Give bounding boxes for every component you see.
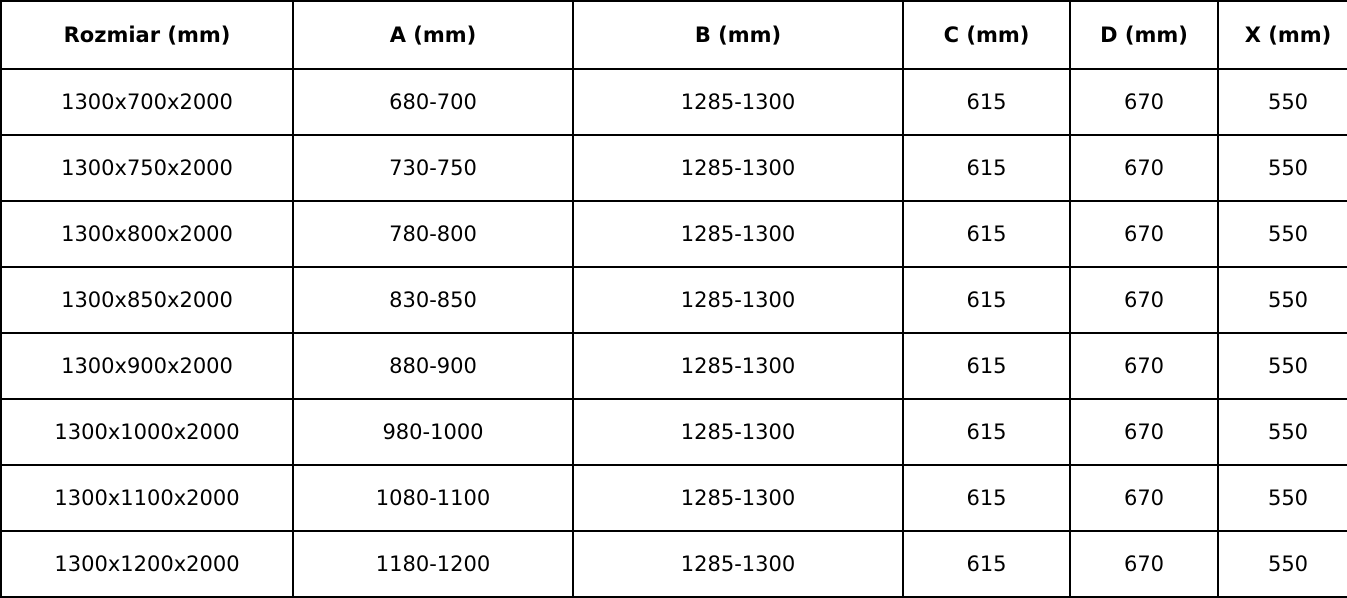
cell-c: 615 <box>903 399 1070 465</box>
cell-b: 1285-1300 <box>573 69 903 135</box>
cell-x: 550 <box>1218 531 1347 597</box>
cell-d: 670 <box>1070 135 1218 201</box>
table-row <box>1 201 1347 267</box>
column-header-c: C (mm) <box>903 1 1070 69</box>
cell-b: 1285-1300 <box>573 465 903 531</box>
cell-a: 980-1000 <box>293 399 573 465</box>
table-row <box>1 399 1347 465</box>
table-row <box>1 267 1347 333</box>
cell-size: 1300x1100x2000 <box>1 465 293 531</box>
cell-c: 615 <box>903 531 1070 597</box>
table-row <box>1 135 1347 201</box>
cell-d: 670 <box>1070 267 1218 333</box>
cell-size: 1300x1000x2000 <box>1 399 293 465</box>
cell-d: 670 <box>1070 465 1218 531</box>
cell-x: 550 <box>1218 201 1347 267</box>
cell-a: 880-900 <box>293 333 573 399</box>
table-header <box>1 1 1347 69</box>
cell-c: 615 <box>903 135 1070 201</box>
column-header-b: B (mm) <box>573 1 903 69</box>
cell-x: 550 <box>1218 399 1347 465</box>
cell-b: 1285-1300 <box>573 531 903 597</box>
table-row <box>1 465 1347 531</box>
cell-b: 1285-1300 <box>573 333 903 399</box>
table-row <box>1 69 1347 135</box>
cell-a: 730-750 <box>293 135 573 201</box>
cell-x: 550 <box>1218 267 1347 333</box>
cell-a: 780-800 <box>293 201 573 267</box>
cell-d: 670 <box>1070 399 1218 465</box>
cell-b: 1285-1300 <box>573 267 903 333</box>
column-header-a: A (mm) <box>293 1 573 69</box>
column-header-d: D (mm) <box>1070 1 1218 69</box>
cell-size: 1300x850x2000 <box>1 267 293 333</box>
cell-c: 615 <box>903 267 1070 333</box>
cell-size: 1300x800x2000 <box>1 201 293 267</box>
cell-size: 1300x750x2000 <box>1 135 293 201</box>
cell-a: 680-700 <box>293 69 573 135</box>
cell-d: 670 <box>1070 333 1218 399</box>
cell-c: 615 <box>903 333 1070 399</box>
cell-b: 1285-1300 <box>573 399 903 465</box>
cell-d: 670 <box>1070 531 1218 597</box>
table-row <box>1 333 1347 399</box>
cell-c: 615 <box>903 201 1070 267</box>
cell-x: 550 <box>1218 69 1347 135</box>
cell-b: 1285-1300 <box>573 135 903 201</box>
cell-x: 550 <box>1218 135 1347 201</box>
table-header-row <box>1 1 1347 69</box>
cell-d: 670 <box>1070 201 1218 267</box>
cell-size: 1300x900x2000 <box>1 333 293 399</box>
column-header-x: X (mm) <box>1218 1 1347 69</box>
cell-size: 1300x1200x2000 <box>1 531 293 597</box>
cell-c: 615 <box>903 69 1070 135</box>
table-row <box>1 531 1347 597</box>
cell-size: 1300x700x2000 <box>1 69 293 135</box>
cell-a: 1080-1100 <box>293 465 573 531</box>
column-header-size: Rozmiar (mm) <box>1 1 293 69</box>
cell-a: 1180-1200 <box>293 531 573 597</box>
cell-b: 1285-1300 <box>573 201 903 267</box>
cell-c: 615 <box>903 465 1070 531</box>
cell-x: 550 <box>1218 465 1347 531</box>
cell-d: 670 <box>1070 69 1218 135</box>
table-body <box>1 69 1347 597</box>
cell-a: 830-850 <box>293 267 573 333</box>
cell-x: 550 <box>1218 333 1347 399</box>
